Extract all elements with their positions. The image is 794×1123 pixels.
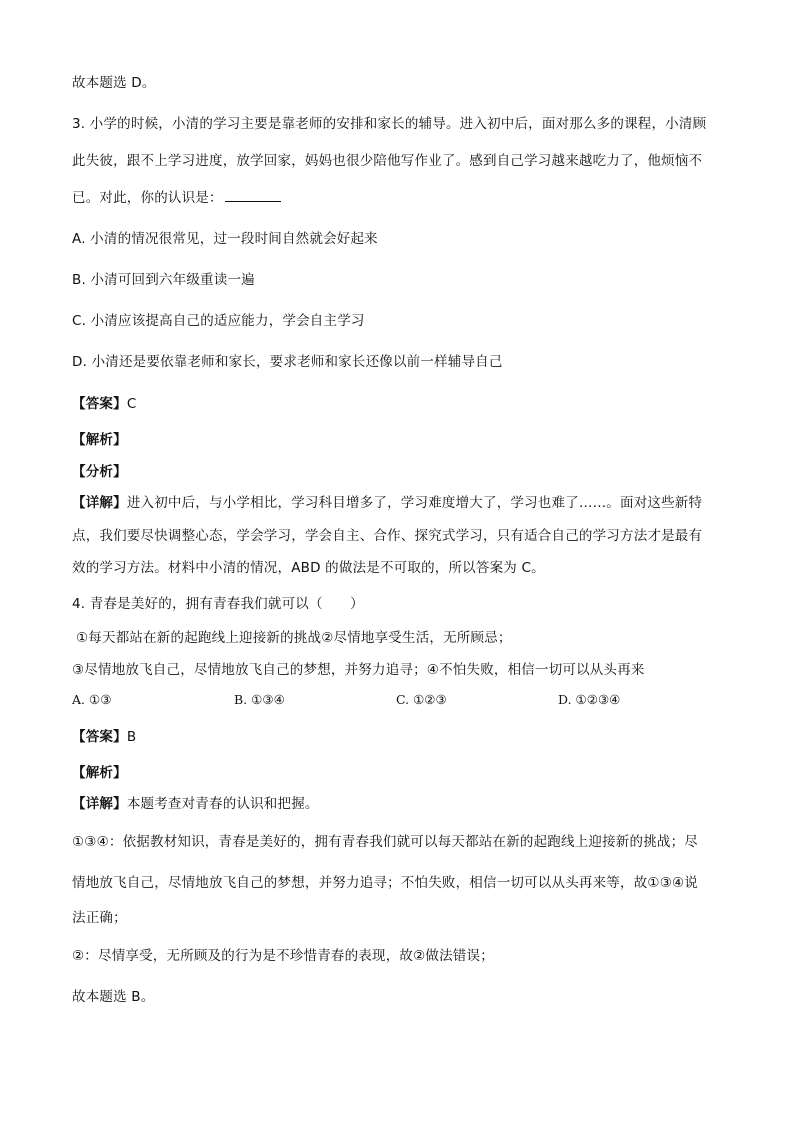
q4-option-b [234,690,285,710]
q3-option-c: C. 小清应该提高自己的适应能力，学会自主学习 [72,313,365,329]
previous-conclusion: 故本题选 D。 [72,75,156,91]
detail-tag: 【详解】 [72,495,127,511]
q3-detail-line-1 [72,493,702,513]
q3-stem-text: 已。对此，你的认识是： [72,190,223,206]
option-text: ①③④ [251,692,285,707]
q4-option-c [396,690,447,710]
q4-explanation-line-2: 情地放飞自己，尽情地放飞自己的梦想，并努力追寻；不怕失败，相信一切可以从头再来等，故①③④说 [72,875,699,891]
q4-stem: 4. 青春是美好的，拥有青春我们就可以（ ） [72,596,364,612]
option-text: ①②③ [413,692,447,707]
q3-stem-line-1: 3. 小学的时候，小清的学习主要是靠老师的安排和家长的辅导。进入初中后，面对那么多的课程，小清顾 [72,116,707,132]
option-letter: D. [558,692,572,707]
q3-answer [72,394,136,414]
q4-explanation-line-4: ②：尽情享受，无所顾及的行为是不珍惜青春的表现，故②做法错误； [72,948,494,964]
detail-text: 进入初中后，与小学相比，学习科目增多了，学习难度增大了，学习也难了……。面对这些新特 [126,495,703,511]
q3-option-d: D. 小清还是要依靠老师和家长，要求老师和家长还像以前一样辅导自己 [72,354,503,370]
q4-items-line-2: ③尽情地放飞自己，尽情地放飞自己的梦想，并努力追寻；④不怕失败，相信一切可以从头再来 [72,662,645,678]
q4-option-a [72,690,111,710]
option-text: ①③ [89,692,112,707]
q4-items-line-1: ①每天都站在新的起跑线上迎接新的挑战②尽情地享受生活，无所顾忌； [76,630,512,646]
option-letter: B. [234,692,248,707]
q4-option-d [558,690,620,710]
q4-answer [72,727,136,747]
q3-option-a: A. 小清的情况很常见，过一段时间自然就会好起来 [72,231,378,247]
q3-stem-line-3 [72,188,281,208]
answer-blank [225,188,281,202]
option-letter: C. [396,692,410,707]
q4-conclusion: 故本题选 B。 [72,989,155,1005]
option-text: ①②③④ [575,692,621,707]
detail-text: 本题考查对青春的认识和把握。 [126,796,319,812]
q4-detail-intro [72,794,319,814]
q3-fenxi-tag: 【分析】 [72,464,127,480]
answer-tag: 【答案】 [72,729,127,745]
q4-explanation-line-1: ①③④：依据教材知识，青春是美好的，拥有青春我们就可以每天都站在新的起跑线上迎接新的挑战；尽 [72,834,699,850]
answer-value: B [126,729,137,745]
option-letter: A. [72,692,86,707]
answer-tag: 【答案】 [72,396,127,412]
q3-option-b: B. 小清可回到六年级重读一遍 [72,272,255,288]
q3-analysis-tag: 【解析】 [72,432,127,448]
q4-analysis-tag: 【解析】 [72,765,127,781]
q3-detail-line-3: 效的学习方法。材料中小清的情况，ABD 的做法是不可取的，所以答案为 C。 [72,560,545,576]
q3-detail-line-2: 点，我们要尽快调整心态，学会学习，学会自主、合作、探究式学习，只有适合自己的学习方法才是最有 [72,528,703,544]
detail-tag: 【详解】 [72,796,127,812]
q3-stem-line-2: 此失彼，跟不上学习进度，放学回家，妈妈也很少陪他写作业了。感到自己学习越来越吃力了，他烦恼不 [72,153,703,169]
answer-value: C [126,396,137,412]
q4-explanation-line-3: 法正确； [72,910,127,926]
